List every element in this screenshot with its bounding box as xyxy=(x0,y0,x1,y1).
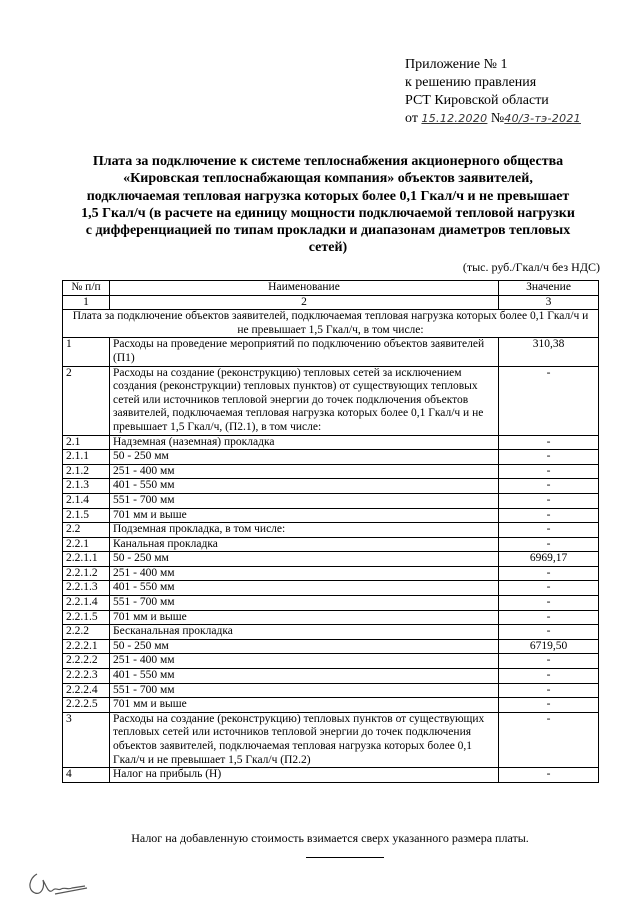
row-number: 2.1.3 xyxy=(63,479,110,494)
table-row xyxy=(63,669,599,684)
row-value: - xyxy=(499,698,599,713)
table-row xyxy=(63,581,599,596)
decision-date: 15.12.2020 xyxy=(421,112,488,125)
row-value: 6719,50 xyxy=(499,639,599,654)
row-name: 50 - 250 мм xyxy=(110,639,499,654)
row-number: 2.2 xyxy=(63,523,110,538)
table-row xyxy=(63,464,599,479)
row-name: 50 - 250 мм xyxy=(110,450,499,465)
table-row xyxy=(63,479,599,494)
header-name: Наименование xyxy=(110,281,499,296)
col-number-2: 2 xyxy=(110,295,499,310)
row-number: 2.1 xyxy=(63,435,110,450)
table-row xyxy=(63,493,599,508)
row-number: 2.2.2.1 xyxy=(63,639,110,654)
table-row xyxy=(63,435,599,450)
table-row xyxy=(63,508,599,523)
row-name: 551 - 700 мм xyxy=(110,493,499,508)
row-name: 701 мм и выше xyxy=(110,698,499,713)
unit-note: (тыс. руб./Гкал/ч без НДС) xyxy=(462,260,600,274)
row-name: 551 - 700 мм xyxy=(110,596,499,611)
signature xyxy=(25,866,105,900)
section-heading: Плата за подключение объектов заявителей, подключаемая тепловая нагрузка которых более 0,1 Гкал/ч и не превышает 1,5 Гкал/ч, в том числе: xyxy=(63,310,599,338)
table-row xyxy=(63,610,599,625)
row-value: - xyxy=(499,654,599,669)
row-number: 2.2.1.2 xyxy=(63,566,110,581)
row-value: 310,38 xyxy=(499,338,599,366)
row-number: 1 xyxy=(63,338,110,366)
col-number-1: 1 xyxy=(63,295,110,310)
row-value: - xyxy=(499,435,599,450)
row-number: 4 xyxy=(63,768,110,783)
row-number: 2.2.2.2 xyxy=(63,654,110,669)
row-number: 2.1.1 xyxy=(63,450,110,465)
header-row xyxy=(63,281,599,296)
table-row xyxy=(63,450,599,465)
row-value: - xyxy=(499,596,599,611)
row-number: 2.2.1 xyxy=(63,537,110,552)
vat-note: Налог на добавленную стоимость взимается сверх указанного размера платы. xyxy=(131,831,529,845)
row-name: Расходы на создание (реконструкцию) тепловых сетей за исключением создания (реконструкции) тепловых пунктов) от существующих тепловых сетей или источников тепловой энергии до точек подключения объектов заявителей, подключаемая тепловая нагрузка которых более 0,1 Гкал/ч и не превышает 1,5 Гкал/ч, (П2.1), в том числе: xyxy=(110,366,499,435)
row-value: - xyxy=(499,669,599,684)
column-number-row xyxy=(63,295,599,310)
table-row xyxy=(63,654,599,669)
from-label: от xyxy=(405,111,418,126)
appendix-label: Приложение № 1 xyxy=(405,57,508,72)
table-row xyxy=(63,523,599,538)
row-name: 551 - 700 мм xyxy=(110,683,499,698)
tariff-table xyxy=(62,280,599,783)
row-name: 401 - 550 мм xyxy=(110,581,499,596)
row-value: - xyxy=(499,464,599,479)
row-name: 701 мм и выше xyxy=(110,610,499,625)
table-row xyxy=(63,639,599,654)
row-number: 2.2.1.5 xyxy=(63,610,110,625)
row-value: - xyxy=(499,566,599,581)
row-number: 2.1.4 xyxy=(63,493,110,508)
row-number: 2.2.2.5 xyxy=(63,698,110,713)
separator-line xyxy=(306,857,384,858)
table-row xyxy=(63,698,599,713)
row-name: Налог на прибыль (Н) xyxy=(110,768,499,783)
row-number: 2.2.1.1 xyxy=(63,552,110,567)
row-name: 251 - 400 мм xyxy=(110,654,499,669)
table-row xyxy=(63,566,599,581)
row-name: 401 - 550 мм xyxy=(110,479,499,494)
row-value: - xyxy=(499,683,599,698)
row-name: 251 - 400 мм xyxy=(110,566,499,581)
row-name: 251 - 400 мм xyxy=(110,464,499,479)
row-value: - xyxy=(499,493,599,508)
section-row xyxy=(63,310,599,338)
col-number-3: 3 xyxy=(499,295,599,310)
table-row xyxy=(63,683,599,698)
row-name: Надземная (наземная) прокладка xyxy=(110,435,499,450)
row-value: 6969,17 xyxy=(499,552,599,567)
approval-block xyxy=(405,56,633,128)
row-name: Бесканальная прокладка xyxy=(110,625,499,640)
row-number: 3 xyxy=(63,712,110,767)
row-value: - xyxy=(499,366,599,435)
table-row xyxy=(63,537,599,552)
table-row xyxy=(63,768,599,783)
row-number: 2.2.2.4 xyxy=(63,683,110,698)
decision-number: 40/3-тэ-2021 xyxy=(504,112,581,125)
row-number: 2.1.2 xyxy=(63,464,110,479)
row-name: 701 мм и выше xyxy=(110,508,499,523)
row-value: - xyxy=(499,450,599,465)
row-number: 2.2.2 xyxy=(63,625,110,640)
row-value: - xyxy=(499,508,599,523)
decision-label: к решению правления xyxy=(405,75,537,90)
row-name: Канальная прокладка xyxy=(110,537,499,552)
row-value: - xyxy=(499,625,599,640)
number-label: № xyxy=(490,111,505,126)
row-value: - xyxy=(499,768,599,783)
table-row xyxy=(63,338,599,366)
row-number: 2.1.5 xyxy=(63,508,110,523)
row-value: - xyxy=(499,581,599,596)
row-name: Расходы на проведение мероприятий по подключению объектов заявителей (П1) xyxy=(110,338,499,366)
row-number: 2 xyxy=(63,366,110,435)
row-value: - xyxy=(499,479,599,494)
document-title: Плата за подключение к системе теплоснабжения акционерного общества «Кировская теплоснабжающая компания» объектов заявителей, подключаемая тепловая нагрузка которых более 0,1 Гкал/ч и не превышает 1,5 Гкал/ч (в расчете на единицу мощности подключаемой тепловой нагрузки с дифференциацией по типам прокладки и диапазонам диаметров тепловых сетей) xyxy=(81,154,575,256)
header-num: № п/п xyxy=(63,281,110,296)
header-value: Значение xyxy=(499,281,599,296)
table-row xyxy=(63,596,599,611)
table-row xyxy=(63,366,599,435)
row-number: 2.2.1.4 xyxy=(63,596,110,611)
row-number: 2.2.2.3 xyxy=(63,669,110,684)
row-value: - xyxy=(499,610,599,625)
row-value: - xyxy=(499,537,599,552)
row-name: Подземная прокладка, в том числе: xyxy=(110,523,499,538)
table-row xyxy=(63,625,599,640)
row-name: 50 - 250 мм xyxy=(110,552,499,567)
row-name: Расходы на создание (реконструкцию) тепловых пунктов от существующих тепловых сетей или источников тепловой энергии до точек подключения объектов заявителей, подключаемая тепловая нагрузка которых более 0,1 Гкал/ч и не превышает 1,5 Гкал/ч (П2.2) xyxy=(110,712,499,767)
table-row xyxy=(63,552,599,567)
row-name: 401 - 550 мм xyxy=(110,669,499,684)
authority-label: РСТ Кировской области xyxy=(405,93,549,108)
table-row xyxy=(63,712,599,767)
row-value: - xyxy=(499,523,599,538)
row-number: 2.2.1.3 xyxy=(63,581,110,596)
date-number-line xyxy=(405,110,633,128)
row-value: - xyxy=(499,712,599,767)
